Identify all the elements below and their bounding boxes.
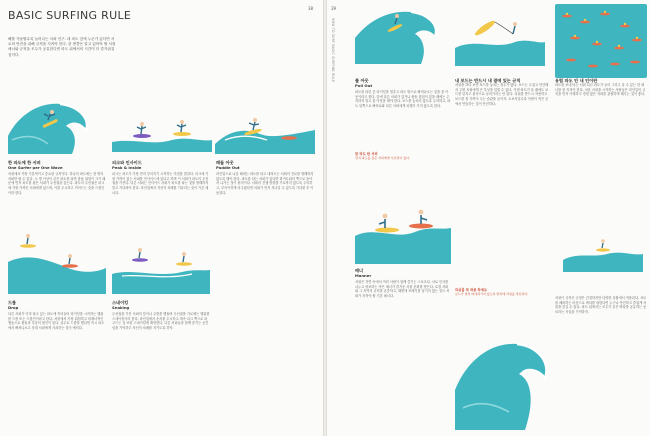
section-heading: 내 보드는 반드시 내 곁에 있는 규칙	[455, 78, 521, 83]
page-title: BASIC SURFING RULE	[8, 9, 132, 22]
caption-body: 먼저 파도를 잡은 서퍼에게 우선권이 있다.	[355, 156, 410, 161]
section-closing	[555, 296, 647, 314]
section-body: 피크는 파도가 가장 먼저 부서지기 시작하는 지점을 말한다. 피크에 가장 가까이 있는 서퍼를 인사이드에 있다고 하며 이 서퍼가 파도의 우선권을 가진다. 다른 서퍼는 인사이드 서퍼가 파도를 타는 것을 방해하지 말고 기다려야 한다. 라인업에서 자신의 차례를 기다리는 것이 기본 매너다.	[112, 172, 209, 195]
section-subheading: One Surfer per One Wave	[8, 165, 63, 171]
section-heading: 드롭	[8, 300, 17, 305]
small-wave-illustration	[563, 236, 643, 272]
apology-illustration	[355, 174, 451, 264]
section-body: 서핑을 하다 보면 보드를 놓치는 경우가 많다. 보드는 무겁고 단단해서 주변 서퍼에게 큰 부상을 입힐 수 있다. 거센 파도가 올 때에도 보드를 던지고 물속으로 들어가서는 안 된다. 리쉬를 반드시 착용하고 보드를 몸 가까이 두는 습관을 들이자. 초보자일수록 사람이 적은 곳에서 연습하는 것이 안전하다.	[455, 83, 549, 106]
section-heading: 유럽 파도 안 내 인이란	[555, 78, 598, 83]
section-manner	[355, 268, 451, 299]
section-heading: 한 파도에 한 서퍼	[8, 160, 41, 165]
surfers-illustration-2	[215, 110, 315, 154]
left-page	[0, 0, 323, 436]
section-body: 파도를 보내 타는 서퍼 다른 파도가 들어 그리고 올 수 있는 한 매너를 잘 지켜야 한다. 처음 서핑을 시작하는 사람들은 라인업의 규칙을 먼저 이해하고 경험 많은 서퍼를 관찰하며 배우는 것이 좋다.	[555, 83, 646, 97]
section-heading: 풀 아웃	[355, 78, 369, 83]
page-number: 39	[331, 6, 337, 11]
section-body: 서핑은 자연 속에서 여러 사람이 함께 즐기는 스포츠다. 서로 인사를 나누고 양보하는 작은 매너가 즐거운 서핑 문화를 만든다. 로컬 서퍼와 그 지역의 규칙을 존중하고, 해변에 쓰레기를 남기지 않는 것도 서퍼가 지켜야 할 기본 매너다.	[355, 280, 450, 298]
caption-title: 리쉬를 꼭 착용 하세요	[455, 288, 488, 292]
big-wave-illustration	[8, 96, 108, 154]
snaking-illustration	[112, 238, 210, 294]
section-lineup	[555, 78, 647, 97]
section-subheading: Peak & Inside	[112, 165, 142, 171]
drop-illustration	[8, 232, 106, 294]
surfers-illustration-1	[112, 112, 212, 152]
section-board	[455, 78, 551, 106]
caption-title: 한 파도 한 서퍼	[355, 152, 378, 156]
caption-body: 보드가 멀리 떠내려가지 않도록 발목에 리쉬를 착용한다.	[455, 292, 529, 297]
intro-text: 해를 거듭할수록 늘어나는 서퍼 인구. 내 파도 앞에 누군가 있다면 서로의 안전을 위해 규칙을 지켜야 한다. 한 번쯤은 알고 있어야 할 서핑 매너와 규칙을 모두가 공유한다면 파도 위에서의 시간이 더 즐거워질 것이다.	[8, 37, 116, 57]
section-body: 파도를 타던 중 라이딩을 멈추고 파도 밖으로 빠져나오는 것을 풀 아웃이라고 한다. 앞에 다른 서퍼가 있거나 충돌 위험이 있을 때에는 주저하지 말고 풀 아웃을 해야 한다. 보드를 놓치지 않도록 주의하고, 파도 뒤쪽으로 빠져나와 다른 서퍼에게 피해가 가지 않도록 한다.	[355, 90, 451, 108]
section-paddle-out	[216, 160, 314, 195]
figure-caption-2	[455, 288, 551, 296]
section-drop	[8, 300, 106, 331]
crowded-lineup-illustration	[555, 4, 647, 78]
section-peak-inside	[112, 160, 210, 195]
section-snaking	[112, 300, 210, 331]
section-heading: 패들 아웃	[216, 160, 234, 165]
section-subheading: Paddle Out	[216, 165, 240, 171]
section-heading: 스네이킹	[112, 300, 129, 305]
section-heading: 매너	[355, 268, 364, 273]
section-pull-out	[355, 78, 451, 109]
section-body: 우선권을 가진 서퍼의 앞이나 주변을 맴돌며 우선권을 가로채는 행위를 스네이킹이라 한다. 라인업에서 순서를 무시하고 계속 피크 쪽으로 파고드는 것 또한 스네이킹에 해당한다. 다른 서퍼들과 함께 즐기는 공간임을 기억하고 자신의 차례를 지키도록 하자.	[112, 312, 210, 330]
big-wave-illustration-right	[455, 330, 555, 430]
section-body: 서핑이 규칙은 규정은 간결하지만 다양한 상황에서 적용된다. 서로를 배려하는 마음으로 바다를 대한다면 누구나 안전하고 즐겁게 서핑을 즐길 수 있다. 파도 위에서는 모두가 같은 바다를 공유하는 동료라는 사실을 기억하자.	[555, 296, 647, 314]
section-subheading: Snaking	[112, 305, 130, 311]
right-page	[327, 0, 650, 436]
board-leash-illustration	[455, 8, 545, 66]
section-subheading: Manner	[355, 273, 372, 279]
section-subheading: Pull Out	[355, 83, 373, 89]
figure-caption	[355, 152, 451, 160]
section-body: 다른 서퍼가 이미 타고 있는 파도에 끼어들어 라이딩을 시작하는 행위를 드롭 또는 드롭인이라고 한다. 서핑에서 가장 위험하고 비매너적인 행동으로 충돌과 부상의 원인이 된다. 실수로 드롭을 했다면 즉시 파도에서 빠져나오고 상대 서퍼에게 사과하는 것이 예의다.	[8, 312, 105, 330]
section-one-surfer	[8, 160, 106, 195]
page-number: 38	[308, 6, 314, 11]
section-subheading: Drop	[8, 305, 19, 311]
section-body: 서핑에서 가장 기본적이고 중요한 규칙이다. 하나의 파도에는 한 명의 서퍼만 탈 수 있다. 두 명 이상이 같은 파도를 타면 충돌 위험이 크기 때문에 먼저 파도를 잡은 서퍼가 우선권을 갖는다. 파도의 우선권은 피크에 가장 가까운 서퍼에게 있으며, 이를 무시하고 끼어드는 것을 드롭인이라 한다.	[8, 172, 106, 195]
pull-out-wave-illustration	[355, 4, 445, 64]
running-header: HOW TO SURF BASIC SURFING RULE	[331, 18, 335, 83]
section-body: 라인업으로 나갈 때에는 파도를 타고 내려오는 서퍼의 진로를 방해하지 않도록 해야 한다. 파도를 타는 서퍼가 있다면 화이트워터 쪽으로 돌아서 나가는 것이 원칙이다. 서퍼의 진행 방향을 가로막지 않도록 주의하고, 부득이하게 마주쳤다면 서퍼가 먼저 지나갈 수 있도록 기다린 후 이동한다.	[216, 172, 314, 195]
section-heading: 피크와 인사이드	[112, 160, 142, 165]
